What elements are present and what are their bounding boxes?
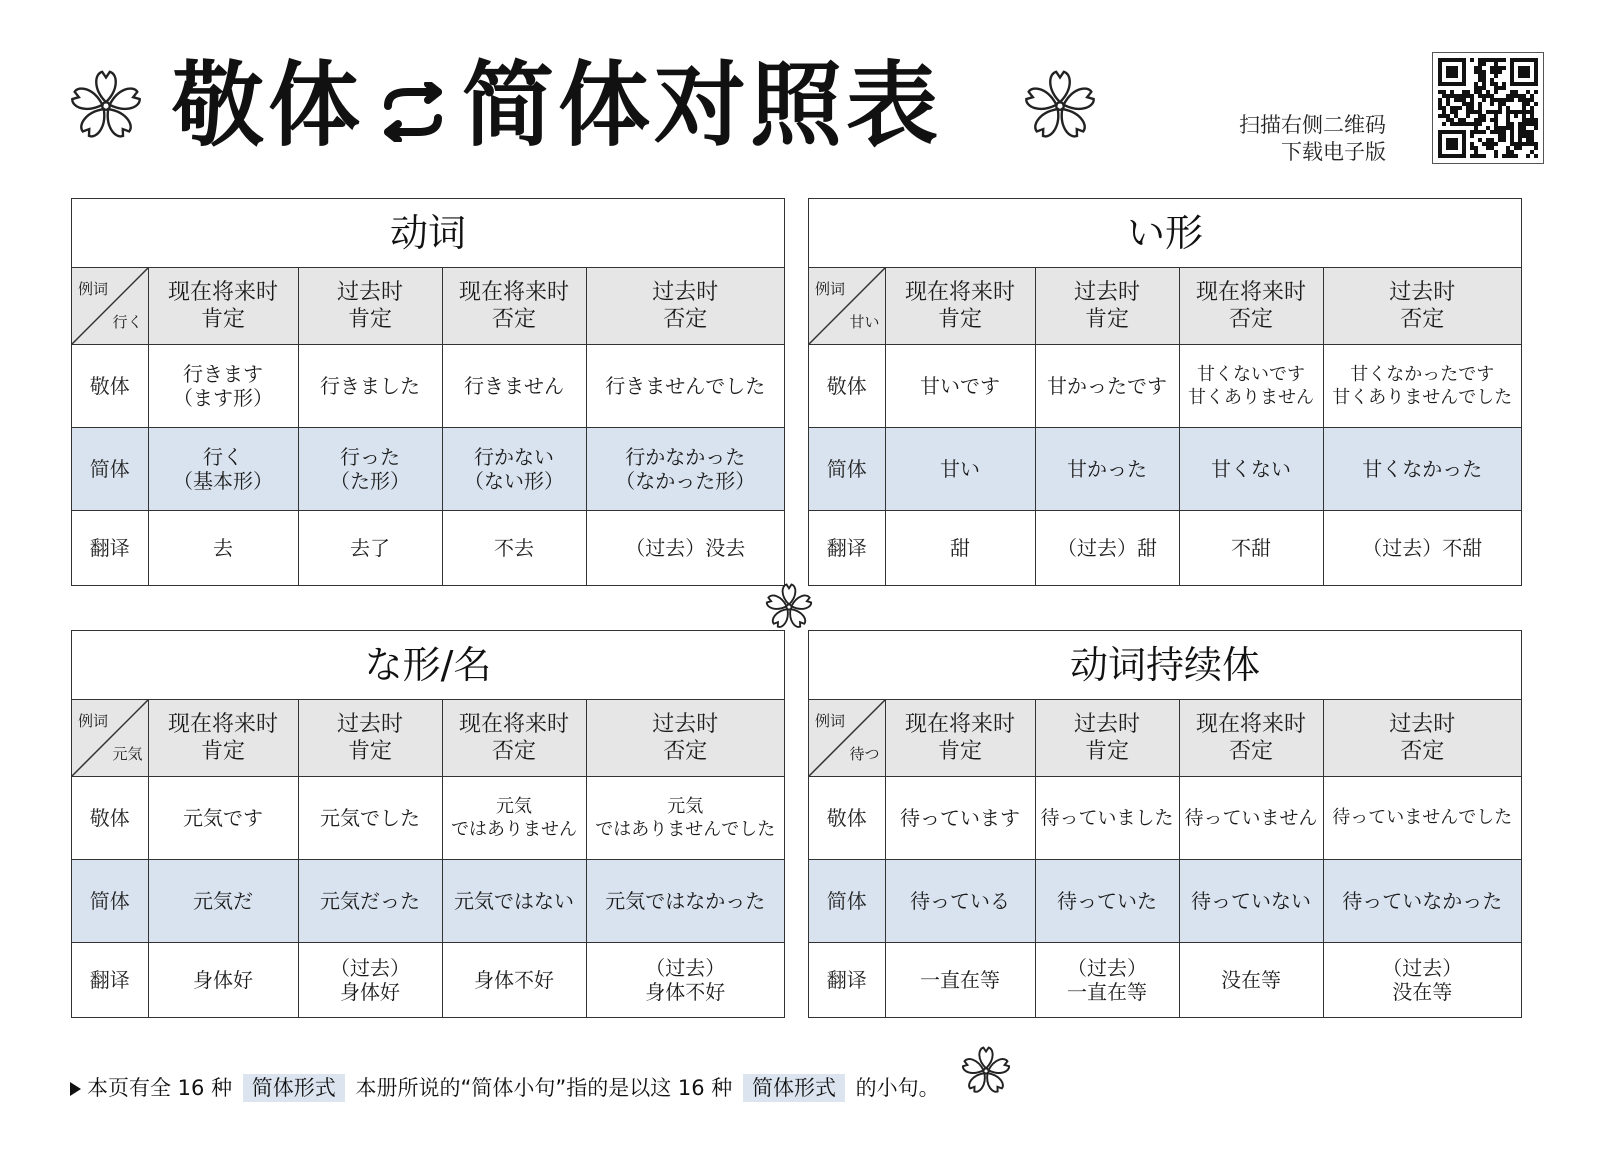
table-row-formal: 敬体 行きます （ます形） 行きました 行きません 行きませんでした	[72, 345, 784, 428]
col-header: 过去时 否定	[586, 700, 784, 777]
sakura-flower-icon	[68, 68, 144, 144]
example-word-cell: 例词 待つ	[809, 700, 885, 777]
panel-title: 动词	[72, 199, 784, 268]
table-cell: （过去） 身体好	[298, 943, 442, 1018]
table-cell: （过去） 一直在等	[1035, 943, 1179, 1018]
col-header: 过去时 否定	[1323, 268, 1521, 345]
table-cell: 元気ではなかった	[586, 860, 784, 943]
table-cell: 元気ではない	[442, 860, 586, 943]
table-cell: 待っていなかった	[1323, 860, 1521, 943]
col-header: 现在将来时 肯定	[148, 700, 298, 777]
col-header: 过去时 否定	[1323, 700, 1521, 777]
table-cell: 甘かったです	[1035, 345, 1179, 428]
col-header: 过去时 肯定	[298, 700, 442, 777]
table-row-formal: 敬体 元気です 元気でした 元気 ではありません 元気 ではありませんでした	[72, 777, 784, 860]
table-cell: 甘いです	[885, 345, 1035, 428]
page-header	[0, 0, 1600, 190]
table-cell: 行かない （ない形）	[442, 428, 586, 511]
example-word-cell: 例词 行く	[72, 268, 148, 345]
panel-verb-progressive	[808, 630, 1522, 1018]
col-header: 过去时 肯定	[1035, 268, 1179, 345]
col-header: 现在将来时 否定	[1179, 268, 1323, 345]
col-header: 现在将来时 肯定	[885, 700, 1035, 777]
col-header: 现在将来时 否定	[442, 268, 586, 345]
footer-note: 本页有全 16 种 简体形式 本册所说的“简体小句”指的是以这 16 种 简体形式 的小句。	[70, 1070, 940, 1106]
col-header: 现在将来时 否定	[1179, 700, 1323, 777]
col-header: 现在将来时 肯定	[148, 268, 298, 345]
col-header: 现在将来时 否定	[442, 700, 586, 777]
table-cell: 行かなかった （なかった形）	[586, 428, 784, 511]
table-cell: （过去）不甜	[1323, 511, 1521, 586]
table-cell: 待っていました	[1035, 777, 1179, 860]
table-cell: （过去） 没在等	[1323, 943, 1521, 1018]
table-cell: 身体不好	[442, 943, 586, 1018]
table-cell: 甜	[885, 511, 1035, 586]
highlight-term: 简体形式	[743, 1074, 845, 1102]
scan-qr-note: 扫描右侧二维码 下载电子版	[1239, 113, 1386, 164]
table-row-formal: 敬体 甘いです 甘かったです 甘くないです 甘くありません 甘くなかったです 甘くありませんでした	[809, 345, 1521, 428]
swap-arrows-icon	[374, 82, 452, 142]
table-row-translation: 翻译 去 去了 不去 （过去）没去	[72, 511, 784, 586]
col-header: 过去时 肯定	[1035, 700, 1179, 777]
table-cell: 甘くなかった	[1323, 428, 1521, 511]
conjugation-table	[72, 700, 784, 1017]
col-header: 现在将来时 肯定	[885, 268, 1035, 345]
table-cell: 待っている	[885, 860, 1035, 943]
panel-title: 动词持续体	[809, 631, 1521, 700]
table-row-translation: 翻译 一直在等 （过去） 一直在等 没在等 （过去） 没在等	[809, 943, 1521, 1018]
sakura-flower-icon	[960, 1045, 1012, 1097]
table-cell: 行きませんでした	[586, 345, 784, 428]
table-cell: 去了	[298, 511, 442, 586]
table-cell: 行く （基本形）	[148, 428, 298, 511]
table-cell: 不甜	[1179, 511, 1323, 586]
table-cell: 甘い	[885, 428, 1035, 511]
panel-title: な形/名	[72, 631, 784, 700]
table-cell: 去	[148, 511, 298, 586]
page-title	[172, 46, 942, 166]
title-plain: 简体对照表	[462, 52, 943, 159]
table-cell: 行きました	[298, 345, 442, 428]
table-cell: 待っていませんでした	[1323, 777, 1521, 860]
highlight-term: 简体形式	[243, 1074, 345, 1102]
example-word-cell: 例词 甘い	[809, 268, 885, 345]
table-cell: 甘くないです 甘くありません	[1179, 345, 1323, 428]
table-cell: （过去） 身体不好	[586, 943, 784, 1018]
table-cell: 不去	[442, 511, 586, 586]
table-row-translation: 翻译 身体好 （过去） 身体好 身体不好 （过去） 身体不好	[72, 943, 784, 1018]
conjugation-table	[809, 700, 1521, 1017]
table-cell: 元気 ではありませんでした	[586, 777, 784, 860]
table-cell: 待っていた	[1035, 860, 1179, 943]
table-cell: 甘かった	[1035, 428, 1179, 511]
table-row-translation: 翻译 甜 （过去）甜 不甜 （过去）不甜	[809, 511, 1521, 586]
table-cell: 元気 ではありません	[442, 777, 586, 860]
conjugation-table	[72, 268, 784, 585]
conjugation-table	[809, 268, 1521, 585]
example-word-cell: 例词 元気	[72, 700, 148, 777]
table-cell: 元気だった	[298, 860, 442, 943]
col-header: 过去时 否定	[586, 268, 784, 345]
table-cell: 行きます （ます形）	[148, 345, 298, 428]
table-cell: （过去）没去	[586, 511, 784, 586]
table-cell: 待っていない	[1179, 860, 1323, 943]
sakura-flower-icon	[764, 582, 814, 632]
table-cell: 行った （た形）	[298, 428, 442, 511]
title-formal: 敬体	[172, 52, 365, 159]
table-cell: 没在等	[1179, 943, 1323, 1018]
table-cell: 元気です	[148, 777, 298, 860]
table-cell: 元気でした	[298, 777, 442, 860]
table-cell: 待っていません	[1179, 777, 1323, 860]
table-row-plain: 简体 行く （基本形） 行った （た形） 行かない （ない形） 行かなかった （なかった形）	[72, 428, 784, 511]
triangle-bullet-icon	[70, 1082, 81, 1096]
panel-verb	[71, 198, 785, 586]
panel-na-adjective-noun	[71, 630, 785, 1018]
table-row-formal: 敬体 待っています 待っていました 待っていません 待っていませんでした	[809, 777, 1521, 860]
table-cell: 甘くなかったです 甘くありませんでした	[1323, 345, 1521, 428]
panel-i-adjective	[808, 198, 1522, 586]
sakura-flower-icon	[1022, 68, 1098, 144]
table-row-plain: 简体 元気だ 元気だった 元気ではない 元気ではなかった	[72, 860, 784, 943]
table-cell: 行きません	[442, 345, 586, 428]
table-cell: （过去）甜	[1035, 511, 1179, 586]
table-row-plain: 简体 甘い 甘かった 甘くない 甘くなかった	[809, 428, 1521, 511]
table-cell: 待っています	[885, 777, 1035, 860]
panel-title: い形	[809, 199, 1521, 268]
qr-code-icon[interactable]	[1432, 52, 1544, 164]
table-cell: 甘くない	[1179, 428, 1323, 511]
col-header: 过去时 肯定	[298, 268, 442, 345]
table-cell: 身体好	[148, 943, 298, 1018]
table-cell: 一直在等	[885, 943, 1035, 1018]
table-cell: 元気だ	[148, 860, 298, 943]
table-row-plain: 简体 待っている 待っていた 待っていない 待っていなかった	[809, 860, 1521, 943]
